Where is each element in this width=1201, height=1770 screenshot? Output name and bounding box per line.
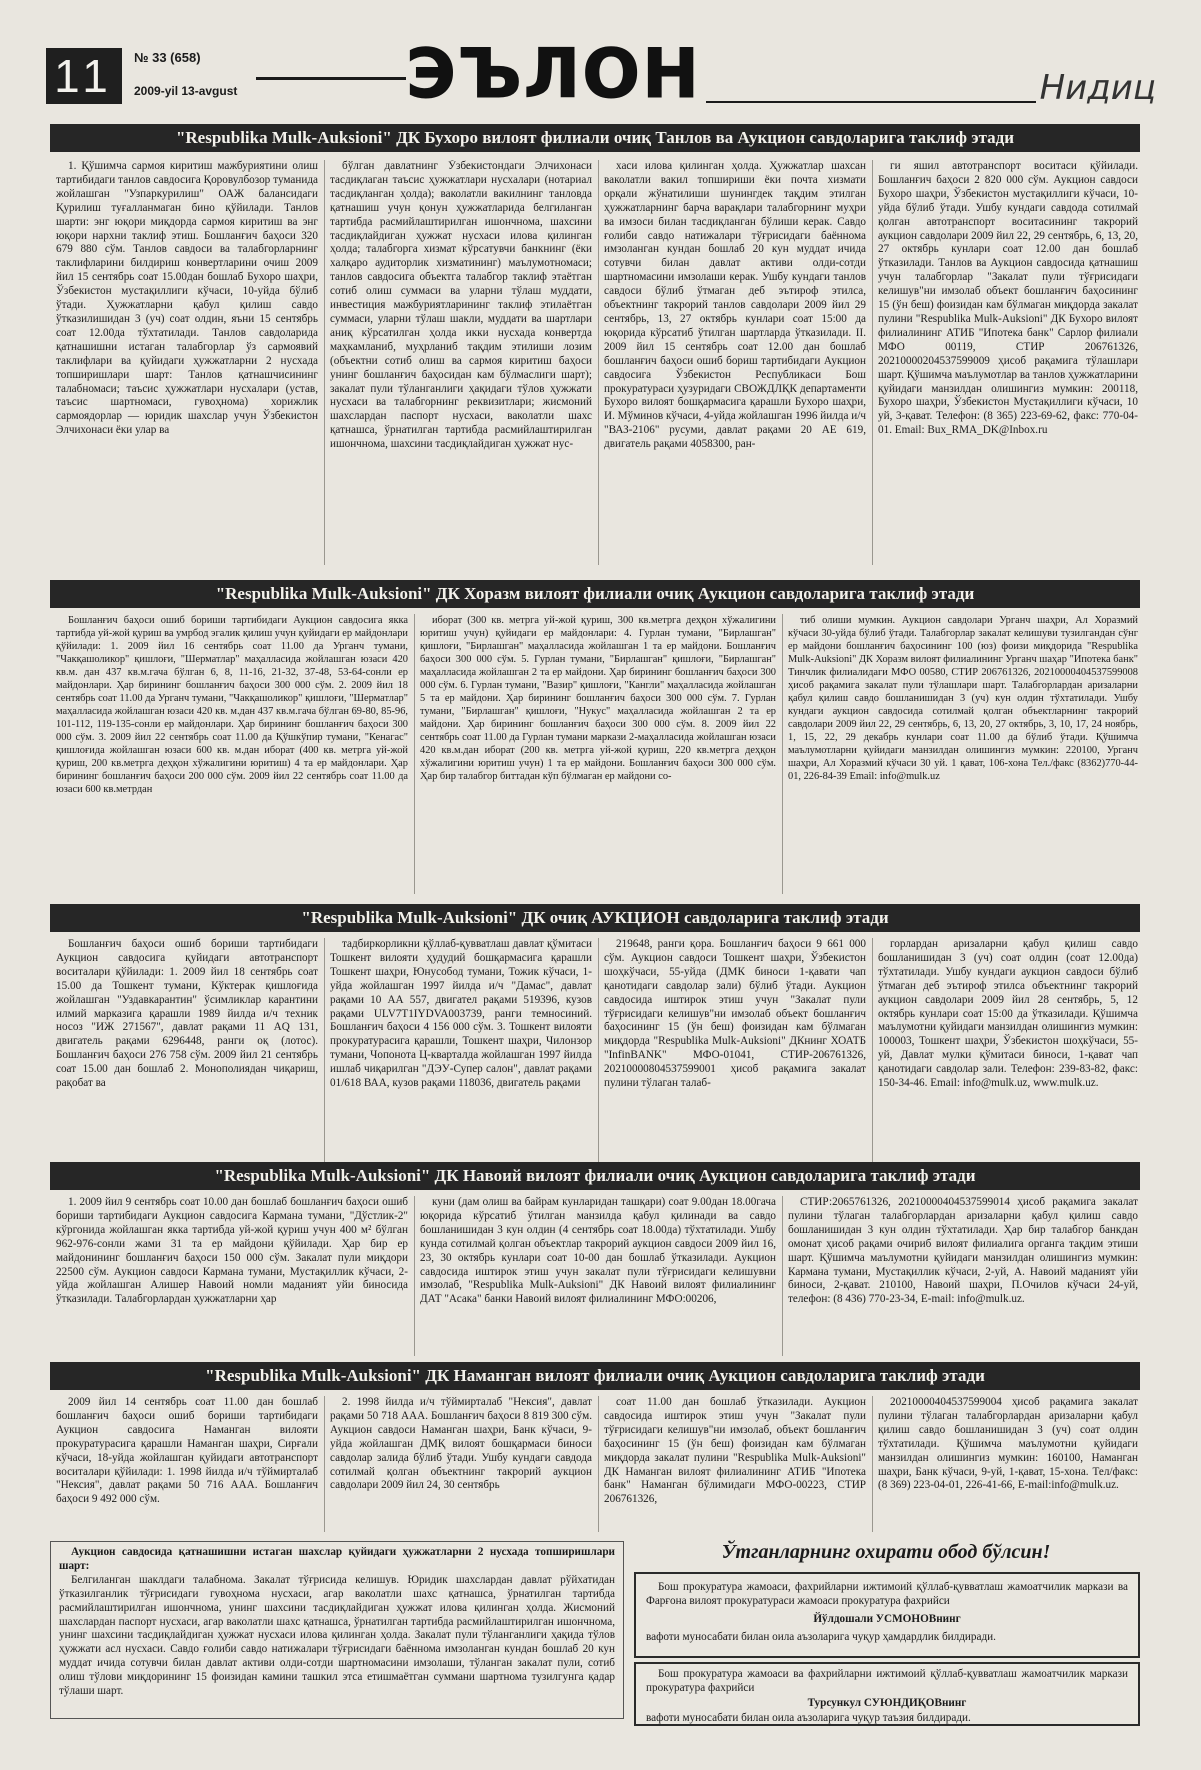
column-divider [598,160,599,565]
notice-bukhara-col4 [878,160,1138,568]
column-divider [872,938,873,1170]
notice-khorezm-col1-text: Бошланғич баҳоси ошиб бориши тартибидаги Аукцион савдосига якка тартибда уй-жой қуриш ва умрбод эгалик қилиш учун қуйидаги ер майдонлари қўйилади: 1. 2009 йил 16 сентябрь соат 11.00 да Урганч тумани, "Чакқашоликор" қишлоғи, "Шерматлар" маҳалласида жойлашган юзаси 420 кв.м. дан 437 кв.м.гача бўлган 6, 8, 11-16, 21-32, 37-48, 53-64-сонли ер майдонлари. Ҳар бирининг бошланғич баҳоси 300 000 сўм. 2. 2009 йил 18 сентябрь соат 11.00 да Урганч тумани, "Чакқашоликор" қишлоғи, "Шерматлар" маҳалласида жойлашган юзаси 420 кв. м.дан 437 кв.м.гача бўлган 69-80, 85-96, 101-112, 119-135-сонли ер майдонлари. Ҳар бирининг бошланғич баҳоси 300 000 сўм. 3. 2009 йил 22 сентябрь соат 11.00 да Қўшкўпир тумани, "Кенагас" қишлоғида жойлашган юзаси 600 кв. м.дан иборат (400 кв. метрга уй-жой қуриш, 200 кв.метрга деҳқон хўжалигини юритиш) 4 та ер майдонлари. Ҳар бирининг бошланғич баҳоси 200 000 сўм. 2009 йил 22 сентябрь соат 11.00 да юзаси 600 кв.метрдан [56,615,408,795]
notice-khorezm-col3 [788,614,1138,896]
notice-navoiy-col1-text: 1. 2009 йил 9 сентябрь соат 10.00 дан бошлаб бошланғич баҳоси ошиб бориши тартибидаги Аукцион савдосига Кармана тумани, "Дўстлик-2" кўргонида жойлашган якка тартибда уй-жой қуриш учун 400 м² бўлган 962-976-сонли жами 31 та ер майдони қўйилади. Ҳар бир ер майдонининг бошланғич баҳоси 150 000 сўм. Закалат пули миқдори 22500 сўм. Аукцион савдоси Кармана тумани, Мустақиллик кўчаси, 2-уйда жойлашган Алишер Навоий номли маданият уйи биносида ўтказилади. Талабгорлардан ҳужжатларни ҳар [56,1196,408,1306]
notice-namangan-col2-text: 2. 1998 йилда и/ч тўймирталаб "Нексия", давлат рақами 50 718 ААА. Бошланғич баҳоси 8 819 300 сўм. Аукцион савдоси Наманган шаҳри, Банк кўчаси, 9-уйда жойлашган ДМҚ вилоят бошқармаси биноси савдолар залида бўлиб ўтади. Ушбу кундаги савдода сотилмай қолган объектнинг такрорий аукцион савдолари 2009 йил 24, 30 сентябрь [330,1396,592,1492]
notice-auction-col4 [878,938,1138,1172]
notice-khorezm-col2-text: иборат (300 кв. метрга уй-жой қуриш, 300 кв.метрга деҳқон хўжалигини юритиш учун) қуйидаги ер майдонлари: 4. Гурлан тумани, "Бирлашган" қишлоғи, "Бирлашган" маҳалласида жойлашган 1 та ер майдони. Бошланғич баҳоси 300 000 сўм. 5. Гурлан тумани, "Бирлашган" қишлоғи, "Бирлашган" маҳалласида жойлашган 2 та ер майдони. Ҳар бирининг бошланғич баҳоси 300 000 сўм. 6. Гурлан тумани, "Вазир" қишлоғи, "Кангли" маҳалласида жойлашган 5 та ер майдони. Ҳар бирининг бошланғич баҳоси 300 000 сўм. 7. Гурлан тумани, "Бирлашган" қишлоғи, "Нукус" маҳалласида жойлашган 2 та ер майдони. Ҳар бирининг бошланғич баҳоси 300 000 сўм. 8. 2009 йил 22 сентябрь соат 11.00 да Гурлан тумани маркази 2-маҳалласида жойлашган юзаси 420 кв.м.дан иборат (200 кв. метрга уй-жой қуриш, 220 кв.метрга деҳқон хўжалигини юритиш учун) 1 та ер майдони. Бошланғич баҳоси 300 000 сўм. Ҳар бир талабгор биттадан кўп бўлмаган ер майдони со- [420,615,776,782]
column-divider [598,938,599,1170]
column-divider [324,160,325,565]
notice-bukhara-col4-text: ги яшил автотранспорт воситаси қўйилади. Бошланғич баҳоси 2 820 000 сўм. Аукцион савдоси Бухоро шаҳри, Ўзбекистон мустақиллиги кўчаси, 10-уйда бўлиб ўтади. Ушбу кундаги савдода сотилмай қолган автотранспорт воситасининг такрорий аукцион савдолари 2009 йил 22, 29 сентябрь, 6, 13, 20, 27 октябрь кунлари соат 12.00 дан бошлаб ўтказилади. Танлов ва Аукцион савдосида қатнашиш учун талабгорлар "Закалат пули тўғрисидаги келишув"ни имзолаб объект бошланғич баҳосининг 15 (ўн беш) фоизидан кам бўлмаган миқдорда закалат пулини "Respublika Mulk-Auksioni" ДК Бухоро вилоят филиалининг АТИБ "Ипотека банк" Сарлор филиали МФО 00119, СТИР 206761326, 20210000204537599009 ҳисоб рақамига тўлашлари шарт. Қўшимча маълумотлар ва танлов ҳужжатларини қуйидаги манзилдан олишингиз мумкин: 200118, Бухоро шаҳри, Ўзбекистон Мустақиллиги кўчаси, 10 уй, 3-қават. Телефон: (8 365) 223-69-62, факс: 770-04-01. Email: Bux_RMA_DK@Inbox.ru [878,160,1138,437]
notice-khorezm-col1 [56,614,408,896]
condolence-1-text: Бош прокуратура жамоаси, фахрийларни ижтимоий қўллаб-қувватлаш жамоатчилик маркази ва Фарғона вилоят прокуратураси жамоаси прокуратура фахрийси [646,1581,1128,1607]
condolence-1-tail: вафоти муносабати билан оила аъзоларига чуқур ҳамдардлик билдиради. [646,1631,996,1643]
notice-auction-col2-text: тадбиркорликни қўллаб-қувватлаш давлат қўмитаси Тошкент вилояти ҳудудий бошқармасига қарашли Тошкент шаҳри, Юнусобод тумани, Тожик кўчаси, 1-уйда жойлашган 1997 йилда и/ч "Дамас", давлат рақами 10 АА 557, двигател рақами 519396, кузов рақами ULV7T1IYDVA003739, ранги темносиний. Бошланғич баҳоси 4 156 000 сўм. 3. Тошкент вилояти прокуратурасига қарашли, Тошкент шаҳри, Чилонзор тумани, Чопонота Ц-кварталда жойлашган 1997 йилда ишлаб чиқарилган "ДЭУ-Супер салон", давлат рақами 01/618 ВАА, кузов рақами 118036, двигатель рақами [330,938,592,1090]
issue-number: № 33 (658) [134,50,201,65]
masthead [46,35,1156,114]
notice-namangan-banner: "Respublika Mulk-Auksioni" ДК Наманган вилоят филиали очиқ Аукцион савдоларига таклиф этади [50,1362,1140,1390]
notice-namangan-col3-text: соат 11.00 дан бошлаб ўтказилади. Аукцион савдосида иштирок этиш учун "Закалат пули тўғрисидаги келишув"ни имзолаб, объект бошланғич баҳосининг 15 (ўн беш) фоизидан кам бўлмаган миқдорда закалат пулини "Respublika Mulk-Auksioni" ДК Наманган вилоят филиалининг АТИБ "Ипотека банк" Наманган бўлимидаги МФО-00223, СТИР 206761326, [604,1396,866,1506]
notice-auction-col3 [604,938,866,1172]
section-tag: Нидиц [1039,68,1156,108]
notice-navoiy-col3 [788,1196,1138,1358]
notice-auction-col1 [56,938,318,1172]
notice-auction-banner: "Respublika Mulk-Auksioni" ДК очиқ АУКЦИОН савдоларига таклиф этади [50,904,1140,932]
issue-date: 2009-yil 13-avgust [134,84,238,98]
notice-navoiy-banner: "Respublika Mulk-Auksioni" ДК Навоий вилоят филиали очиқ Аукцион савдоларига таклиф этади [50,1162,1140,1190]
condolence-2-tail: вафоти муносабати билан оила аъзоларига чуқур таъзия билдиради. [646,1712,971,1724]
notice-bukhara-col3-text: хаси илова қилинган ҳолда. Ҳужжатлар шахсан ваколатли вакил топшириши ёки почта хизмати орқали жўнатилиши шунингдек тақдим этилган ҳужжатларнинг барча варақлари талабгорнинг муҳри ва имзоси билан тасдиқланган бўлиши керак. Савдо ғолиби савдо натижалари тўғрисидаги баённома имзоланган кундан бошлаб 20 кун муддат ичида сотувчи билан давлат активи олди-сотди шартномасини имзолаши керак. Ушбу кундаги танлов савдоси бўлиб ўтмаган деб эътироф этилса, объектнинг такрорий танлов савдолари 2009 йил 29 сентябрь, 13, 27 октябрь кунлари соат 15:00 да юқорида кўрсатиб ўтилган шартларда ўтказилади. II. 2009 йил 15 сентябрь соат 12.00 дан бошлаб бошланғич баҳоси ошиб бориш тартибидаги Аукцион савдосига Ўзбекистон Республикаси Бош прокуратураси ҳузуридаги СВОЖДЛҚК департаменти Бухоро вилоят бошқармасига қарашли Бухоро шаҳри, И. Мўминов кўчаси, 4-уйда жойлашган 1996 йилда и/ч "ВАЗ-2106" русуми, давлат рақами 20 АЕ 619, двигатель рақами 4058300, ран- [604,160,866,451]
requirements-body: Белгиланган шаклдаги талабнома. Закалат тўғрисида келишув. Юридик шахслардан давлат рўйхатидан ўтказилганлик тўғрисидаги гувоҳнома нусхаси, агар ваколатли шахс қатнашса, ўрнатилган тартибда расмийлаштирилган ишончнома, унинг шахсини тасдиқлайдиган ҳужжат илова қилинган ҳолда. Жисмоний шахслардан паспорт нусхаси, агар ваколатли шахс қатнашса, ўрнатилган тартибда расмийлаштирилган ишончнома, унинг шахсини тасдиқлайдиган ҳужжат нусхаси илова қилинган ҳолда. Закалат пули тўланганлиги ҳақида тўлов ҳужжати асл нусхаси. Савдо ғолиби савдо натижалари тўғрисидаги баённома имзоланган кундан бошлаб 20 кун муддат ичида сотувчи билан давлат активи олди-сотди шартномасини имзолаши, тўланган закалат пули, сотиб олиш тўлови миқдорининг 15 фоизидан камини ташкил этса етишмаётган суммани шартнома тузилгунга қадар тўлаши шарт. [59,1573,615,1698]
column-divider [872,160,873,565]
notice-bukhara-col1-text: 1. Қўшимча сармоя киритиш мажбуриятини олиш тартибидаги танлов савдосига Қоровулбозор туманида жойлашган "Узпаркурилиш" ОАЖ балансидаги Қурилиш туғалланмаган бино қўйилади. Танлов шарти: энг юқори миқдорда сармоя киритиш ва энг юқори нархни таклиф этиш. Бошланғич баҳоси 320 679 880 сўм. Танлов савдоси ва талабгорларнинг таклифларини билдириш конвертларини очиш 2009 йил 15 сентябрь соат 15.00дан бошлаб Бухоро шаҳри, Ўзбекистон мустақиллиги кўчаси, 10-уйда бўлиб ўтади. Ҳужжатларни қабул қилиш савдо ўтказилишидан 3 (уч) соат олдин, яъни 15 сентябрь соат 12.00да тўхтатилади. Танлов савдоларида қатнашишни истаган талабгорлар ўз сармоявий таклифлари ва қуйидаги ҳужжатларни 2 нусхада топширишлари шарт: Танлов қатнашчисининг талабномаси; таъсис ҳужжатлари нусхалари (устав, таъсис шартномаси, гувоҳнома) хорижлик сармоядорлар — юридик шахслар учун Ўзбекистон Элчихонаси ёки улар ва [56,160,318,437]
column-divider [782,1196,783,1356]
column-divider [324,938,325,1170]
notice-bukhara-col2 [330,160,592,568]
requirements-heading: Аукцион савдосида қатнашишни истаган шахслар қуйидаги ҳужжатларни 2 нусхада топширишлари шарт: [59,1546,615,1572]
notice-navoiy-col3-text: СТИР:2065761326, 20210000404537599014 ҳисоб рақамига закалат пулини тўлаган талабгорлардан аризаларни қабул қилиш савдо бошланишидан 3 кун олдин тўхтатилади. Ҳар бир талабгор банкдан омонат ҳисоб рақами очириб вилоят филиалига органга тақдим этиши шарт. Қўшимча маълумотни қуйидаги манзилдан олишингиз мумкин: Кармана тумани, Мустақиллик кўчаси, 2-уй, А. Навоий маданият уйи биноси, 2-қават. 210100, Навоий шаҳри, П.Очилов кўчаси 24-уй, телефон: (8 436) 770-23-34, E-mail: info@mulk.uz. [788,1196,1138,1306]
condolence-1-name: Йўлдошали УСМОНОВнинг [813,1613,961,1625]
notice-auction-col4-text: горлардан аризаларни қабул қилиш савдо бошланишидан 3 (уч) соат олдин (соат 12.00да) тўхтатилади. Ушбу кундаги аукцион савдоси бўлиб ўтмаган деб эътироф этилса объектнинг такрорий аукцион савдолари 2009 йил 28 сентябрь, 5, 12 октябрь кунлари соат 15:00 да ўтказилади. Қўшимча маълумотни қуйидаги манзилдан олишингиз мумкин: 100003, Тошкент шаҳри, Ўзбекистон шоҳкўчаси, 55-уй, Давлат мулки қўмитаси биноси, 1-қават чап қанотидаги савдолар зали. Телефон: 239-83-82, факс: 150-34-46. Email: info@mulk.uz, www.mulk.uz. [878,938,1138,1090]
column-divider [872,1396,873,1532]
masthead-rule-right [706,101,1036,103]
column-divider [782,614,783,894]
notice-namangan-col4-text: 20210000404537599004 ҳисоб рақамига закалат пулини тўлаган талабгорлардан аризаларни қабул қилиш савдо бошланишидан 3 (уч) соат олдин тўхтатилади. Қўшимча маълумотни қуйидаги манзилдан олишингиз мумкин: 160100, Наманган шаҳри, Банк кўчаси, 9-уй, 1-қават, 15-хона. Тел/факс: (8 369) 223-04-01, 226-41-66, E-mail:info@mulk.uz. [878,1396,1138,1492]
notice-auction-col2 [330,938,592,1172]
condolence-2-text: Бош прокуратура жамоаси ва фахрийларни ижтимоий қўллаб-қувватлаш жамоатчилик маркази прокуратура фахрийси [646,1668,1128,1694]
masthead-rule-left [256,77,406,80]
notice-namangan-col2 [330,1396,592,1534]
condolence-title: Ўтганларнинг охирати обод бўлсин! [721,1541,1051,1563]
notice-bukhara-col3 [604,160,866,568]
column-divider [414,1196,415,1356]
column-divider [598,1396,599,1532]
column-divider [324,1396,325,1532]
notice-khorezm-col2 [420,614,776,896]
condolence-box-2 [634,1662,1140,1726]
notice-khorezm-banner: "Respublika Mulk-Auksioni" ДК Хоразм вилоят филиали очиқ Аукцион савдоларига таклиф этади [50,580,1140,608]
notice-navoiy-col1 [56,1196,408,1358]
notice-auction-col3-text: 219648, ранги қора. Бошланғич баҳоси 9 661 000 сўм. Аукцион савдоси Тошкент шаҳри, Ўзбекистон шоҳкўчаси, 55-уйда (ДМК биноси 1-қавати чап қанотидаги савдолар зали) бўлиб ўтади. Аукцион савдосида иштирок этиш учун "Закалат пули тўғрисидаги келишув"ни имзолаб объект бошланғич баҳосининг 15 (ўн беш) фоизидан кам бўлмаган миқдорда "Respublika Mulk-Auksioni" ДКнинг ХОАТБ "InfinBANK" МФО-01041, СТИР-206761326, 20210000804537599001 ҳисоб рақамига закалат пулини тўлаган талаб- [604,938,866,1090]
masthead-brand: ЭЪЛОН [406,35,701,114]
notice-namangan-col1 [56,1396,318,1534]
notice-navoiy-col2-text: куни (дам олиш ва байрам кунларидан ташқари) соат 9.00дан 18.00гача юқорида кўрсатиб ўтилган манзилда қабул қилинади ва савдо бошланишидан 3 кун олдин (4 сентябрь соат 18.00да) тўхтатилади. Ушбу кунда сотилмай қолган объектлар такрорий аукцион савдоси 2009 йил 16, 23, 30 октябрь кунлари соат 10-00 дан бошлаб ўтказилади. Аукцион савдосида иштирок этиш учун закалат пули тўғрисидаги келишувни имзолаб, "Respublika Mulk-Auksioni" ДК Навоий вилоят филиалининг ДАТ "Асака" банки Навоий вилоят филиалининг МФО:00206, [420,1196,776,1306]
condolence-2-name: Турсункул СУЮНДИҚОВнинг [807,1697,967,1709]
notice-khorezm-col3-text: тиб олиши мумкин. Аукцион савдолари Урганч шаҳри, Ал Хоразмий кўчаси 30-уйда бўлиб ўтади. Талабгорлар закалат келишуви тузилгандан сўнг ер майдони бошланғич баҳосининг 100 (юз) фоизи миқдорида "Respublika Mulk-Auksioni" ДК Хоразм вилоят филиалининг Урганч шаҳар "Ипотека банк" Тинчлик филиалидаги МФО 00580, СТИР 206761326, 20210000404537599008 ҳисоб рақамига закалат пули тўлашлари шарт. Талабгорлардан аризаларни қабул қилиш савдо бошланишидан 3 (уч) кун олдин тўхтатилади. Ушбу кундаги аукцион савдосида сотилмай қолган объектларнинг такрорий савдолари 2009 йил 22, 29 сентябрь, 6, 13, 20, 27 октябрь, 3, 10, 17, 24 ноябрь, 1, 15, 22, 29 декабрь кунлари соат 11.00 да бўлиб ўтади. Қўшимча маълумотларни қуйидаги манзилдан олишингиз мумкин: 220100, Урганч шаҳри, Ал Хоразмий кўчаси 30 уй. 1 қават, 106-хона Тел./факс (8362)770-44-01, 226-84-39 Email: info@mulk.uz [788,615,1138,782]
notice-auction-col1-text: Бошланғич баҳоси ошиб бориши тартибидаги Аукцион савдосига қуйидаги автотранспорт воситалари қўйилади: 1. 2009 йил 18 сентябрь соат 15.00 да Тошкент тумани, Кўктерак қишлоғида жойлашган "Уздавкарантин" ўсимликлар карантини илмий марказига қарашли 1989 йилда и/ч техник носоз "ИЖ 271567", давлат рақами 11 AQ 131, двигатель рақами 6296448, ранги оқ (лотос). Бошланғич баҳоси 276 758 сўм. 2009 йил 21 сентябрь соат 15.00 дан бошлаб 2. Монополиядан чиқариш, рақобат ва [56,938,318,1090]
notice-bukhara-banner: "Respublika Mulk-Auksioni" ДК Бухоро вилоят филиали очиқ Танлов ва Аукцион савдоларига таклиф этади [50,124,1140,152]
notice-namangan-col1-text: 2009 йил 14 сентябрь соат 11.00 дан бошлаб бошланғич баҳоси ошиб бориши тартибидаги Аукцион савдосига Наманган вилояти прокуратурасига қарашли Наманган шаҳри, Сирғали кўчаси, 18-уйда жойлашган қуйидаги автотранспорт воситалари қўйилади: 1. 1998 йилда и/ч тўймирталаб "Нексия", давлат рақами 50 716 ААА. Бошланғич баҳоси 9 492 000 сўм. [56,1396,318,1506]
notice-navoiy-col2 [420,1196,776,1358]
column-divider [414,614,415,894]
notice-namangan-col4 [878,1396,1138,1534]
requirements-block [50,1541,624,1719]
notice-bukhara-col1 [56,160,318,568]
condolence-box-1 [634,1572,1140,1658]
page-number: 11 [46,48,122,104]
notice-bukhara-col2-text: бўлган давлатнинг Ўзбекистондаги Элчихонаси тасдиқлаган таъсис ҳужжатлари нусхалари (нотариал тасдиқланган ҳолда); ваколатли вакилнинг танловда қатнашиш учун қонун ҳужжатларида белгиланган тартибда расмийлаштирилган ишончнома, шахсини тасдиқлайдиган ҳужжат нусхаси илова қилинган ҳолда; талабгорга хизмат кўрсатувчи банкнинг (ёки халқаро аудиторлик хизматининг) маълумотномаси; танлов савдосига объектга талабгор таклиф этаётган сотиб олиш суммаси ва уларни тўлаш муддати, инвестиция мажбуриятларининг таклиф этилаётган суммаси, уларни тўлаш шакли, муддати ва шартлари аниқ кўрсатилган ҳолда икки нусхада конвертда маҳкамланиб, муҳрланиб тақдим этилиши лозим (объектни сотиб олиш ва сармоя киритиш баҳоси унинг бошланғич баҳосидан кам бўлмаслиги шарт); закалат пули тўланганлиги ҳақидаги тўлов ҳужжати нусхаси ва талабгорнинг реквизитлари; жисмоний шахслардан паспорт нусхаси, ваколатли шахс қатнашса, ўрнатилган тартибда расмийлаштирилган ишончнома, шахсини тасдиқлайдиган ҳужжат нус- [330,160,592,451]
notice-namangan-col3 [604,1396,866,1534]
